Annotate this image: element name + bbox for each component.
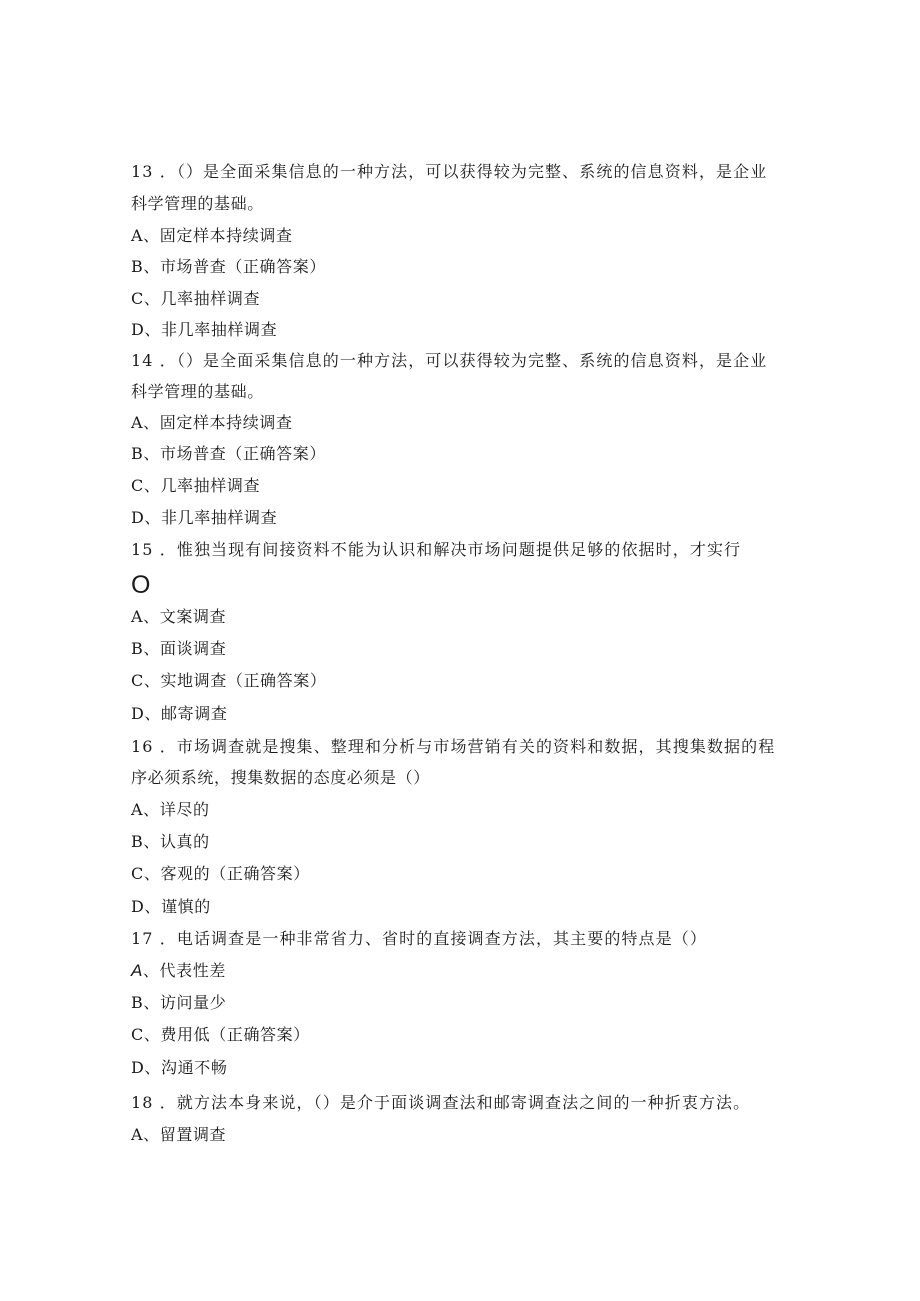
q15-option-c: C、实地调查（正确答案） [131, 671, 327, 690]
q15-option-b: B、面谈调查 [131, 639, 227, 658]
question-13-line-2: 科学管理的基础。 [131, 194, 264, 213]
q17-option-a-letter: A [131, 961, 143, 980]
question-15-line-1: 15 ．惟独当现有间接资料不能为认识和解决市场问题提供足够的依据时，才实行 [131, 540, 742, 559]
question-18-line-1: 18 ．就方法本身来说，（）是介于面谈调查法和邮寄调查法之间的一种折衷方法。 [131, 1093, 751, 1112]
q13-option-b: B、市场普查（正确答案） [131, 257, 326, 276]
q15-option-a: A、文案调查 [131, 607, 227, 626]
q17-option-d: D、沟通不畅 [131, 1058, 228, 1077]
q17-option-c: C、费用低（正确答案） [131, 1025, 310, 1044]
question-17-line-1: 17 ．电话调查是一种非常省力、省时的直接调查方法，其主要的特点是（） [131, 929, 707, 948]
question-15-line-2: O [131, 571, 151, 599]
q13-option-c: C、几率抽样调查 [131, 289, 261, 308]
q16-option-d: D、谨慎的 [131, 897, 211, 916]
q13-option-d: D、非几率抽样调查 [131, 320, 278, 339]
q17-option-a-text: 、代表性差 [142, 961, 226, 980]
question-14-line-1: 14 ．（）是全面采集信息的一种方法，可以获得较为完整、系统的信息资料，是企业 [131, 351, 768, 370]
q14-option-d: D、非几率抽样调查 [131, 508, 278, 527]
question-16-line-2: 序必须系统，搜集数据的态度必须是（） [131, 768, 430, 787]
q18-option-a: A、留置调查 [131, 1125, 227, 1144]
question-16-line-1: 16 ．市场调查就是搜集、整理和分析与市场营销有关的资料和数据，其搜集数据的程 [131, 737, 776, 756]
q14-option-c: C、几率抽样调查 [131, 476, 261, 495]
q13-option-a: A、固定样本持续调查 [131, 226, 293, 245]
q14-option-b: B、市场普查（正确答案） [131, 444, 326, 463]
q17-option-b: B、访问量少 [131, 993, 227, 1012]
question-13-line-1: 13 ．（）是全面采集信息的一种方法，可以获得较为完整、系统的信息资料，是企业 [131, 162, 768, 181]
q15-option-d: D、邮寄调查 [131, 704, 228, 723]
q16-option-b: B、认真的 [131, 832, 210, 851]
q16-option-a: A、详尽的 [131, 800, 210, 819]
q14-option-a: A、固定样本持续调查 [131, 413, 293, 432]
q16-option-c: C、客观的（正确答案） [131, 864, 310, 883]
q17-option-a [131, 961, 781, 981]
question-14-line-2: 科学管理的基础。 [131, 382, 264, 401]
